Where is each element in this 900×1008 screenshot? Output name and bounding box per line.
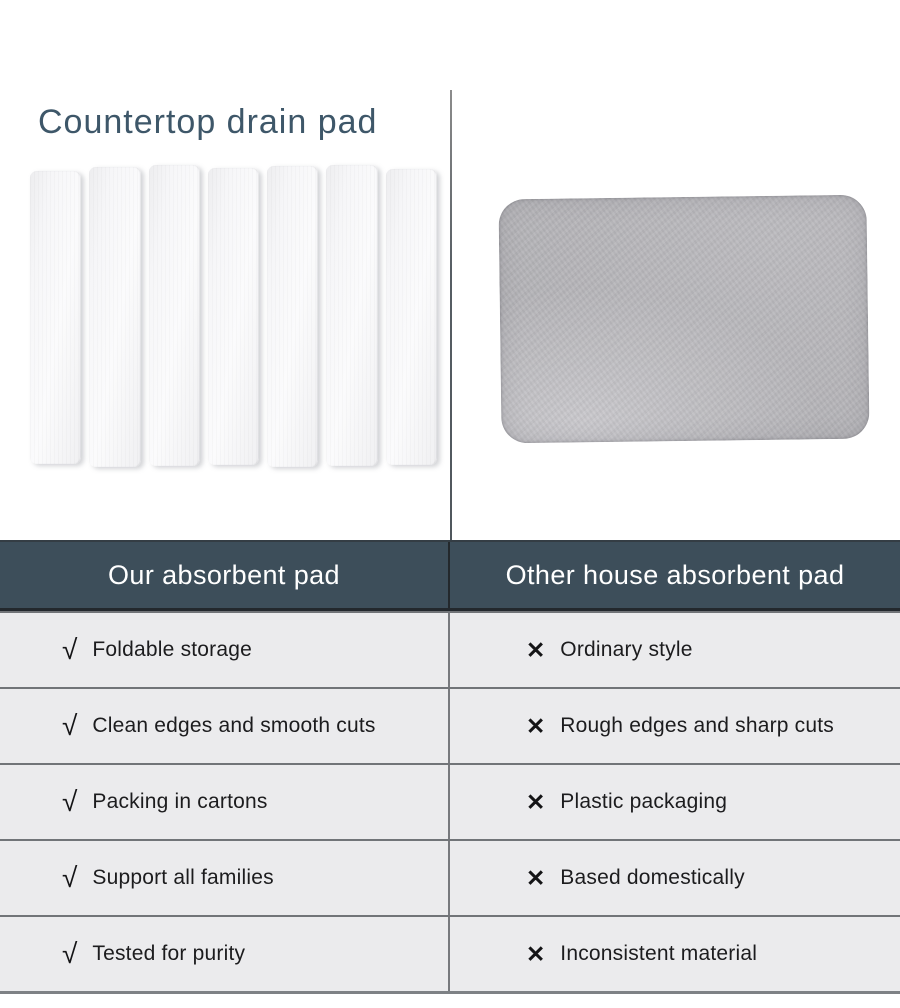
drain-pad-slat xyxy=(89,167,140,467)
other-pad-product-image xyxy=(498,195,869,444)
table-row xyxy=(0,611,900,687)
drain-pad-slat xyxy=(208,168,259,465)
feature-text: Packing in cartons xyxy=(92,790,268,813)
check-icon: √ xyxy=(62,938,78,969)
table-row xyxy=(0,839,900,915)
table-row xyxy=(0,687,900,763)
check-icon: √ xyxy=(62,786,78,817)
our-pad-cell xyxy=(0,613,450,687)
page-title: Countertop drain pad xyxy=(38,103,378,141)
table-row xyxy=(0,763,900,839)
cross-icon: ✕ xyxy=(526,864,546,891)
drain-pad-slat xyxy=(30,171,81,464)
drain-pad-slat xyxy=(149,165,200,466)
other-pad-cell xyxy=(450,613,900,687)
our-pad-cell xyxy=(0,917,450,991)
drain-pad-slat xyxy=(386,169,437,465)
feature-text: Tested for purity xyxy=(92,942,246,965)
column-header-other-pad: Other house absorbent pad xyxy=(505,559,845,590)
check-icon: √ xyxy=(62,634,78,665)
table-row xyxy=(0,915,900,991)
our-pad-cell xyxy=(0,765,450,839)
drain-pad-product-image xyxy=(30,164,437,467)
feature-text: Foldable storage xyxy=(92,638,253,661)
check-icon: √ xyxy=(62,710,78,741)
other-pad-cell xyxy=(450,917,900,991)
comparison-table xyxy=(0,540,900,994)
feature-text: Based domestically xyxy=(560,866,745,889)
cross-icon: ✕ xyxy=(526,712,546,739)
column-header-our-pad: Our absorbent pad xyxy=(0,542,450,608)
feature-text: Clean edges and smooth cuts xyxy=(92,714,376,737)
feature-text: Support all families xyxy=(92,866,274,889)
other-pad-cell xyxy=(450,765,900,839)
feature-text: Ordinary style xyxy=(560,638,693,661)
feature-text: Plastic packaging xyxy=(560,790,728,813)
feature-text: Rough edges and sharp cuts xyxy=(560,714,835,737)
check-icon: √ xyxy=(62,862,78,893)
our-pad-cell xyxy=(0,841,450,915)
vertical-divider xyxy=(450,90,452,540)
cross-icon: ✕ xyxy=(526,788,546,815)
other-pad-cell xyxy=(450,689,900,763)
drain-pad-slat xyxy=(326,165,377,466)
drain-pad-slat xyxy=(267,166,318,467)
other-pad-cell xyxy=(450,841,900,915)
cross-icon: ✕ xyxy=(526,636,546,663)
comparison-table-header xyxy=(0,542,900,611)
our-pad-cell xyxy=(0,689,450,763)
cross-icon: ✕ xyxy=(526,940,546,967)
feature-text: Inconsistent material xyxy=(560,942,758,965)
